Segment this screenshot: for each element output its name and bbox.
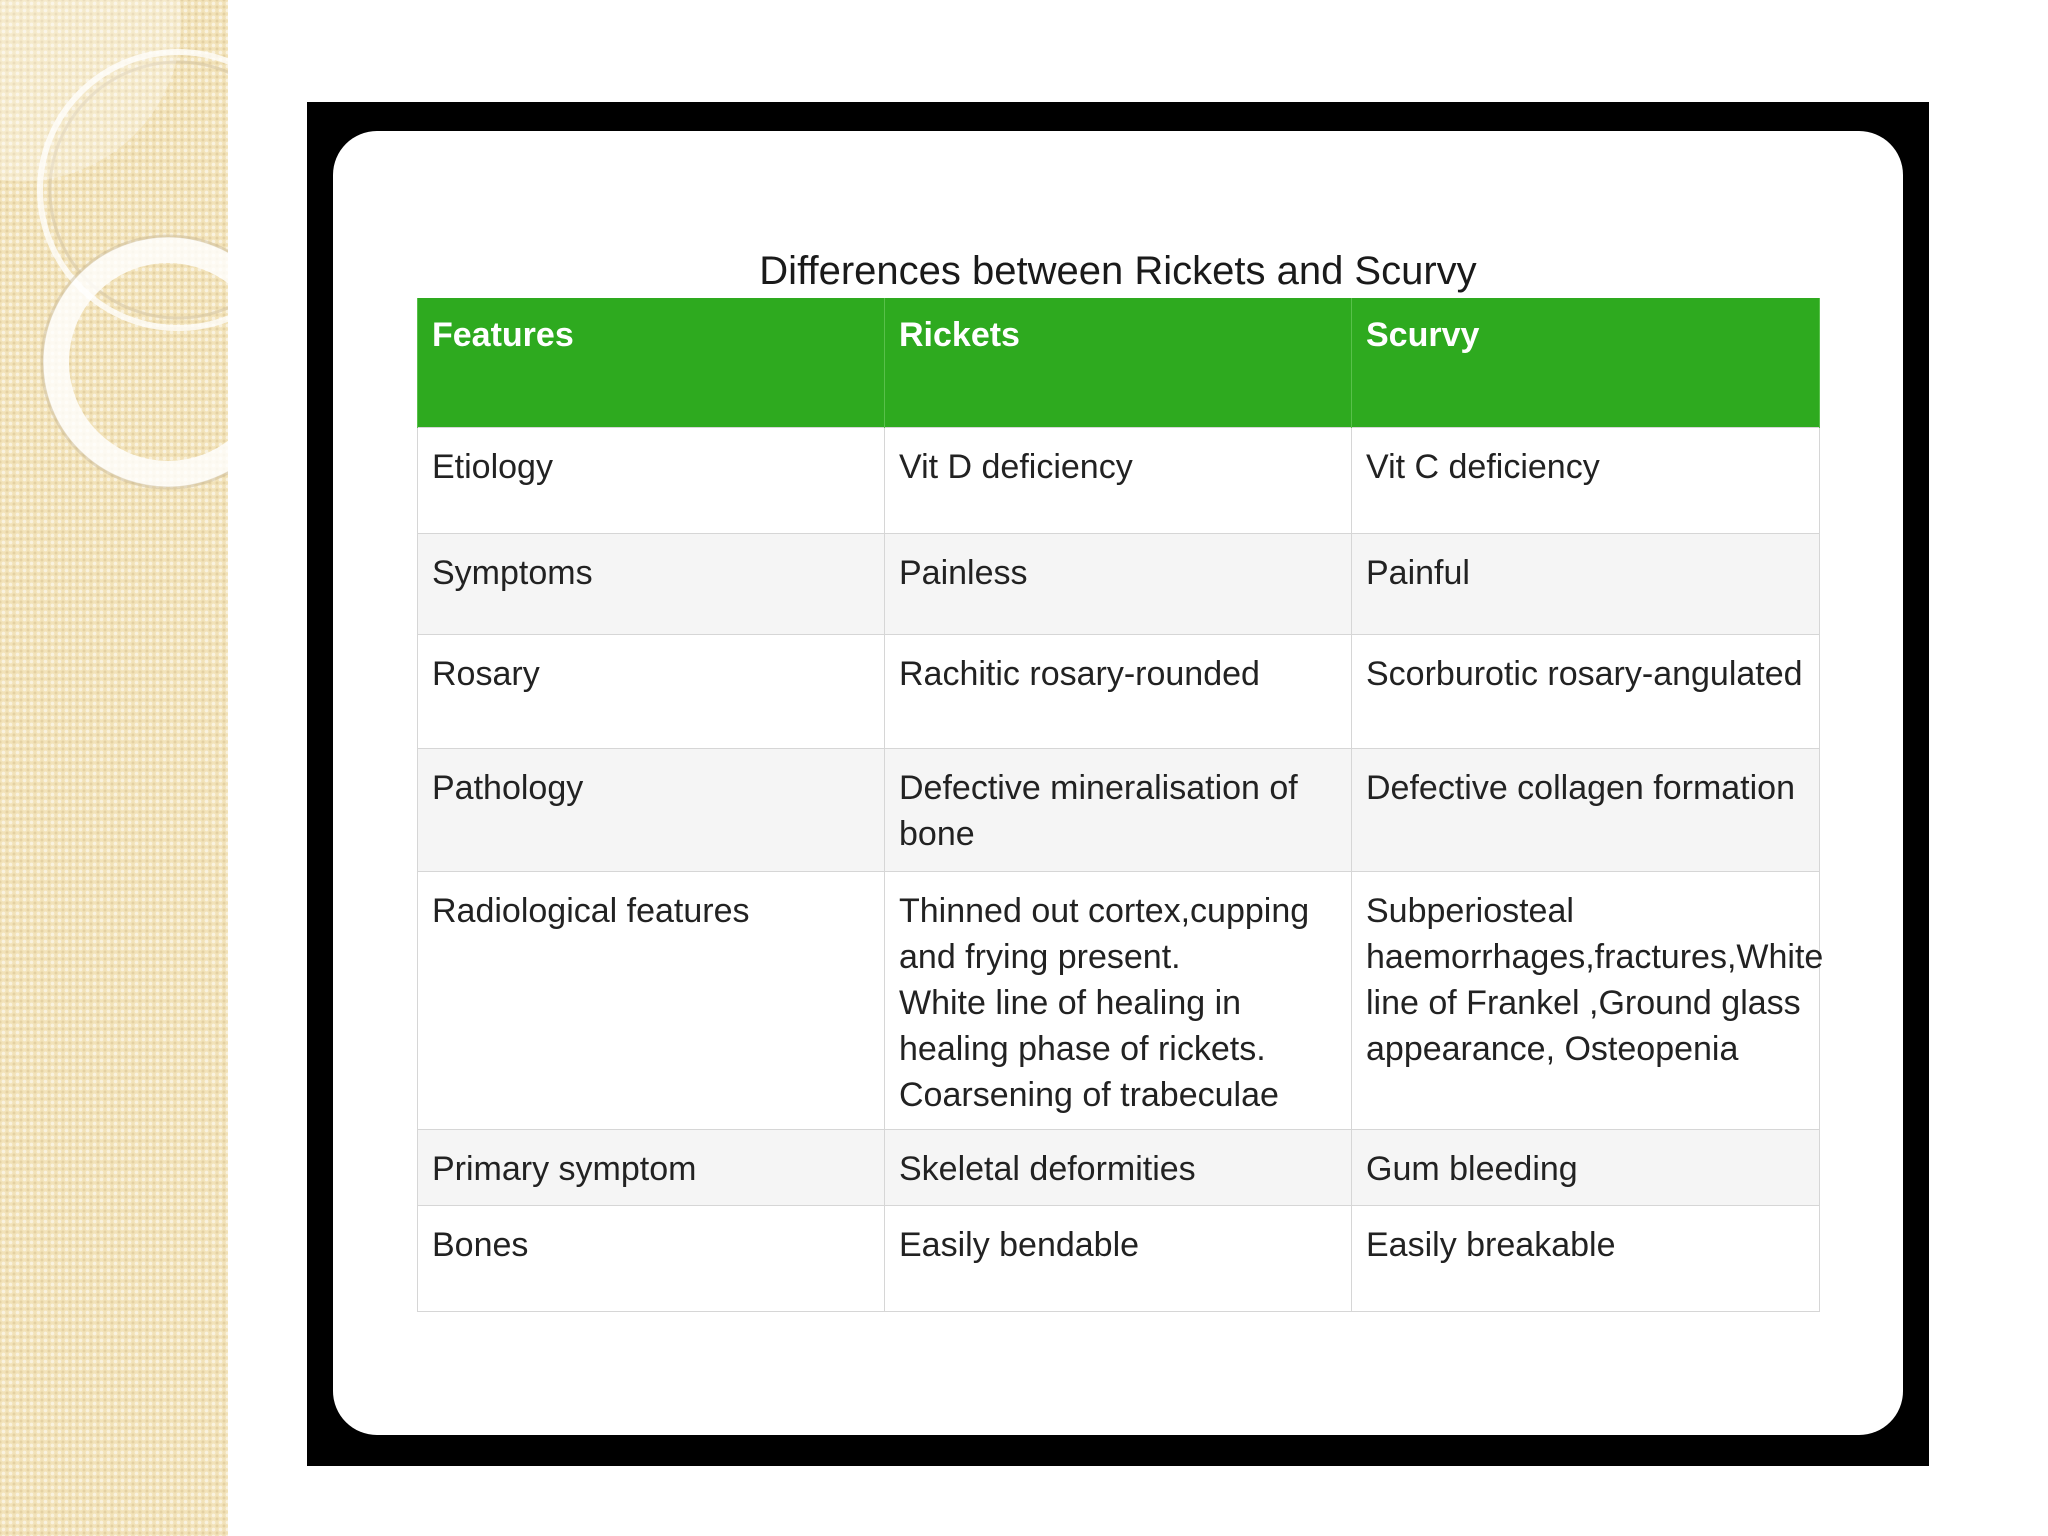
rickets-cell: Painless <box>885 533 1352 634</box>
table-row <box>418 427 1820 533</box>
rickets-line: White line of healing in healing phase of rickets. <box>899 983 1266 1068</box>
feature-cell: Etiology <box>418 427 885 533</box>
decorative-translucent-arc <box>0 0 181 181</box>
feature-cell: Radiological features <box>418 871 885 1129</box>
feature-cell: Primary symptom <box>418 1129 885 1205</box>
scurvy-cell: Easily breakable <box>1352 1205 1820 1311</box>
table-row <box>418 871 1820 1129</box>
scurvy-cell: Scorburotic rosary-angulated <box>1352 634 1820 748</box>
table-row <box>418 533 1820 634</box>
comparison-table <box>417 298 1824 1312</box>
table-card <box>333 131 1903 1435</box>
scurvy-cell: Subperiosteal haemorrhages,fractures,White line of Frankel ,Ground glass appearance, Osteopenia <box>1352 871 1820 1129</box>
scurvy-cell: Gum bleeding <box>1352 1129 1820 1205</box>
feature-cell: Bones <box>418 1205 885 1311</box>
scurvy-cell: Vit C deficiency <box>1352 427 1820 533</box>
rickets-cell: Defective mineralisation of bone <box>885 748 1352 871</box>
rickets-cell: Rachitic rosary-rounded <box>885 634 1352 748</box>
decorative-left-strip <box>0 0 228 1536</box>
table-row <box>418 634 1820 748</box>
rickets-cell: Skeletal deformities <box>885 1129 1352 1205</box>
rickets-cell: Easily bendable <box>885 1205 1352 1311</box>
rickets-line: Coarsening of trabeculae <box>899 1075 1279 1114</box>
feature-cell: Rosary <box>418 634 885 748</box>
rickets-cell: Vit D deficiency <box>885 427 1352 533</box>
table-row <box>418 1129 1820 1205</box>
header-scurvy: Scurvy <box>1352 298 1820 427</box>
header-rickets: Rickets <box>885 298 1352 427</box>
header-features: Features <box>418 298 885 427</box>
rickets-cell <box>885 871 1352 1129</box>
decorative-rings <box>0 0 228 520</box>
decorative-ring-small <box>56 250 228 474</box>
table-row <box>418 1205 1820 1311</box>
image-frame <box>307 102 1929 1466</box>
feature-cell: Pathology <box>418 748 885 871</box>
table-row <box>418 748 1820 871</box>
table-header-row <box>418 298 1820 427</box>
scurvy-cell: Defective collagen formation <box>1352 748 1820 871</box>
rickets-line: Thinned out cortex,cupping and frying present. <box>899 891 1310 976</box>
feature-cell: Symptoms <box>418 533 885 634</box>
scurvy-cell: Painful <box>1352 533 1820 634</box>
table-title: Differences between Rickets and Scurvy <box>759 249 1477 293</box>
